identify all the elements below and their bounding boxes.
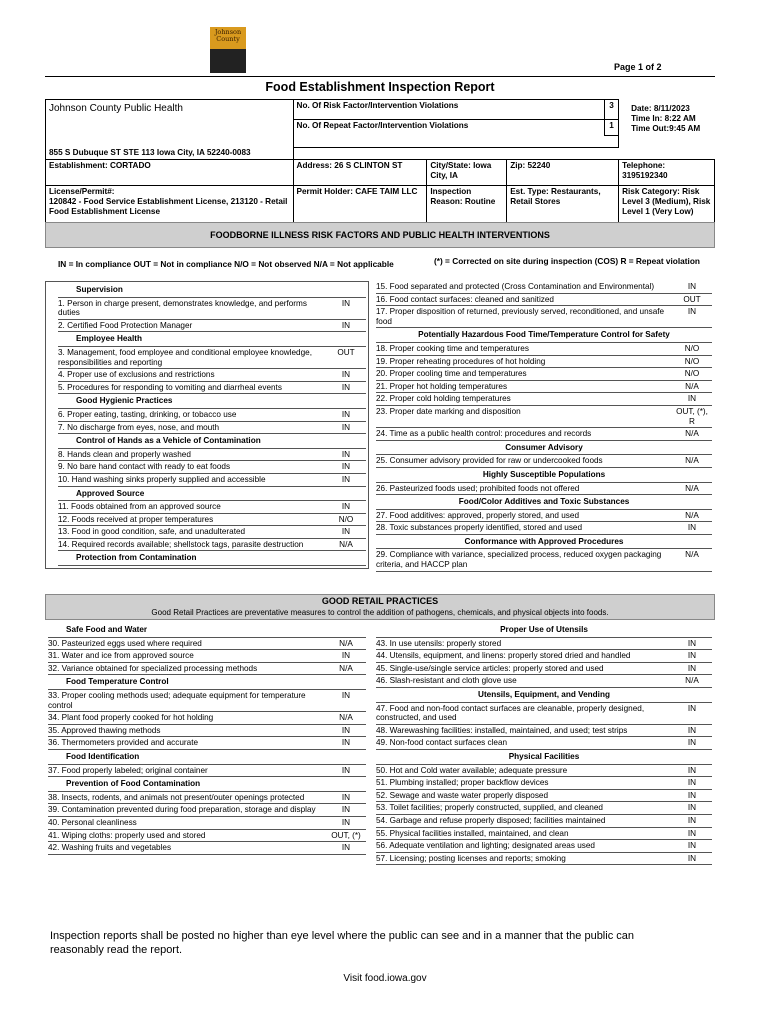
item-status: IN <box>687 853 697 863</box>
item-text: 28. Toxic substances properly identified, stored and used <box>376 523 583 533</box>
item-text: 47. Food and non-food contact surfaces are cleanable, properly designed, constructed, and used <box>376 703 645 723</box>
item-status: IN <box>687 651 697 661</box>
section-heading: Potentially Hazardous Food Time/Temperature Control for Safety <box>376 328 712 343</box>
telephone: Telephone: 3195192340 <box>619 159 715 185</box>
section-heading: Approved Source <box>58 487 366 502</box>
section-heading: Control of Hands as a Vehicle of Contamination <box>58 434 366 449</box>
item-text: 27. Food additives: approved, properly stored, and used <box>376 510 579 520</box>
item-text: 5. Procedures for responding to vomiting and diarrheal events <box>58 382 282 392</box>
item-status: N/A <box>685 483 699 493</box>
item-text: 25. Consumer advisory provided for raw or undercooked foods <box>376 456 603 466</box>
item-text: 17. Proper disposition of returned, previously served, reconditioned, and unsafe food <box>376 307 665 326</box>
item-status: IN <box>687 663 697 673</box>
inspection-item <box>58 539 366 552</box>
item-text: 56. Adequate ventilation and lighting; designated areas used <box>376 841 595 851</box>
item-status: IN <box>341 843 351 853</box>
inspection-item <box>58 422 366 435</box>
item-text: 57. Licensing; posting licenses and reports; smoking <box>376 853 566 863</box>
item-text: 23. Proper date marking and disposition <box>376 406 521 416</box>
item-status: N/A <box>685 550 699 560</box>
item-status: IN <box>341 502 351 512</box>
item-text: 18. Proper cooking time and temperatures <box>376 343 529 353</box>
item-status: IN <box>341 805 351 815</box>
inspection-item <box>48 842 366 855</box>
inspection-item <box>48 663 366 676</box>
inspection-item <box>58 461 366 474</box>
item-status: OUT <box>337 347 355 357</box>
item-text: 31. Water and ice from approved source <box>48 651 194 661</box>
zip: Zip: 52240 <box>507 159 619 185</box>
item-status: IN <box>341 370 351 380</box>
item-text: 8. Hands clean and properly washed <box>58 449 191 459</box>
item-status: IN <box>341 298 351 308</box>
cos-legend: (*) = Corrected on site during inspection (COS) R = Repeat violation <box>434 256 700 266</box>
section-heading: Highly Susceptible Populations <box>376 468 712 483</box>
inspection-item <box>58 347 366 369</box>
inspection-item <box>48 765 366 778</box>
inspection-item <box>58 474 366 487</box>
item-status: N/A <box>339 539 353 549</box>
item-text: 26. Pasteurized foods used; prohibited foods not offered <box>376 483 580 493</box>
retail-section-band <box>45 594 715 620</box>
section-heading: Employee Health <box>58 332 366 347</box>
item-status: IN <box>341 462 351 472</box>
inspection-item <box>58 514 366 527</box>
item-status: IN <box>341 320 351 330</box>
item-status: OUT, (*) <box>331 830 361 840</box>
repeat-violations-label: No. Of Repeat Factor/Intervention Violations <box>296 121 469 130</box>
item-text: 3. Management, food employee and conditional employee knowledge, responsibilities and reporting <box>58 347 312 367</box>
inspection-item <box>376 406 712 428</box>
item-status: IN <box>341 422 351 432</box>
inspection-item <box>58 526 366 539</box>
inspection-item <box>376 815 712 828</box>
inspection-item <box>376 381 712 394</box>
item-status: IN <box>341 382 351 392</box>
section-heading: Food Temperature Control <box>48 675 366 690</box>
agency-address: 855 S Dubuque ST STE 113 Iowa City, IA 52240-0083 <box>46 148 294 160</box>
item-status: IN <box>687 282 697 291</box>
risk-violations-cell <box>293 100 619 120</box>
item-status: OUT <box>683 294 701 304</box>
item-status: IN <box>687 725 697 735</box>
item-status: IN <box>341 765 351 775</box>
inspection-item <box>376 428 712 441</box>
retail-left-column <box>48 623 366 855</box>
item-text: 21. Proper hot holding temperatures <box>376 381 508 391</box>
item-text: 40. Personal cleanliness <box>48 817 137 827</box>
visit-link: Visit food.iowa.gov <box>343 973 427 984</box>
section-heading: Utensils, Equipment, and Vending <box>376 688 712 703</box>
item-text: 39. Contamination prevented during food preparation, storage and display <box>48 805 316 815</box>
inspection-item <box>376 281 712 294</box>
inspection-item <box>376 356 712 369</box>
foodborne-left-column <box>58 283 366 566</box>
report-title: Food Establishment Inspection Report <box>265 80 495 94</box>
item-status: IN <box>687 307 697 317</box>
foodborne-right-column <box>376 281 712 572</box>
inspection-item <box>376 737 712 750</box>
date-time-cell <box>619 100 715 148</box>
inspection-item <box>48 712 366 725</box>
retail-right-column <box>376 623 712 865</box>
section-heading: Food Identification <box>48 750 366 765</box>
repeat-violations-cell <box>293 120 619 148</box>
item-status: IN <box>687 841 697 851</box>
logo-text: Johnson County <box>214 28 242 43</box>
item-text: 33. Proper cooling methods used; adequate equipment for temperature control <box>48 690 306 710</box>
item-text: 32. Variance obtained for specialized processing methods <box>48 663 258 673</box>
inspection-item <box>376 306 712 328</box>
item-text: 22. Proper cold holding temperatures <box>376 394 511 404</box>
agency-name: Johnson County Public Health <box>46 100 294 148</box>
inspection-item <box>376 790 712 803</box>
item-status: N/O <box>684 369 700 379</box>
section-heading: Good Hygienic Practices <box>58 394 366 409</box>
item-text: 55. Physical facilities installed, maintained, and clean <box>376 828 569 838</box>
item-status: N/A <box>685 510 699 520</box>
inspection-item <box>48 737 366 750</box>
inspection-item <box>58 409 366 422</box>
section-heading: Supervision <box>58 283 366 298</box>
inspection-item <box>48 804 366 817</box>
inspection-item <box>48 817 366 830</box>
inspection-item <box>48 830 366 843</box>
item-status: N/A <box>685 381 699 391</box>
inspection-item <box>376 703 712 725</box>
item-text: 53. Toilet facilities; properly constructed, supplied, and cleaned <box>376 803 603 813</box>
item-text: 29. Compliance with variance, specialized process, reduced oxygen packaging criteria, and HACCP plan <box>376 550 662 570</box>
inspection-item <box>58 501 366 514</box>
item-text: 6. Proper eating, tasting, drinking, or tobacco use <box>58 409 237 419</box>
item-text: 2. Certified Food Protection Manager <box>58 320 193 330</box>
item-text: 7. No discharge from eyes, nose, and mouth <box>58 422 220 432</box>
top-rule <box>45 76 715 77</box>
item-status: IN <box>687 815 697 825</box>
inspection-item <box>376 663 712 676</box>
establishment-name: Establishment: CORTADO <box>46 159 294 185</box>
item-status: IN <box>341 738 351 748</box>
inspection-item <box>48 638 366 651</box>
item-status: N/A <box>339 713 353 723</box>
retail-section-title: GOOD RETAIL PRACTICES <box>321 596 439 606</box>
item-status: IN <box>341 474 351 484</box>
section-heading: Food/Color Additives and Toxic Substances <box>376 495 712 510</box>
inspection-item <box>376 343 712 356</box>
inspection-item <box>48 650 366 663</box>
item-status: IN <box>341 527 351 537</box>
item-status: IN <box>341 409 351 419</box>
item-text: 11. Foods obtained from an approved source <box>58 502 221 512</box>
inspection-item <box>58 298 366 320</box>
item-status: IN <box>687 828 697 838</box>
inspection-item <box>376 828 712 841</box>
status-legend: IN = In compliance OUT = Not in compliance N/O = Not observed N/A = Not applicable <box>58 259 394 269</box>
item-text: 1. Person in charge present, demonstrates knowledge, and performs duties <box>58 298 307 318</box>
inspection-item <box>376 840 712 853</box>
item-text: 20. Proper cooling time and temperatures <box>376 369 527 379</box>
item-status: IN <box>687 738 697 748</box>
item-text: 51. Plumbing installed; proper backflow devices <box>376 778 549 788</box>
item-text: 50. Hot and Cold water available; adequate pressure <box>376 765 568 775</box>
inspection-item <box>376 522 712 535</box>
item-text: 16. Food contact surfaces: cleaned and sanitized <box>376 294 554 304</box>
inspection-item <box>48 792 366 805</box>
foodborne-section-title: FOODBORNE ILLNESS RISK FACTORS AND PUBLIC HEALTH INTERVENTIONS <box>45 222 715 248</box>
section-heading: Prevention of Food Contamination <box>48 777 366 792</box>
item-text: 42. Washing fruits and vegetables <box>48 843 172 853</box>
license-value: 120842 - Food Service Establishment License, 213120 - Retail Food Establishment License <box>49 196 288 216</box>
inspection-item <box>376 393 712 406</box>
item-status: N/A <box>685 429 699 439</box>
time-in: Time In: 8:22 AM <box>631 113 696 123</box>
inspection-item <box>48 725 366 738</box>
section-heading: Consumer Advisory <box>376 441 712 456</box>
item-text: 10. Hand washing sinks properly supplied and accessible <box>58 474 266 484</box>
section-heading: Protection from Contamination <box>58 551 366 566</box>
page-number: Page 1 of 2 <box>614 62 662 72</box>
item-status: IN <box>687 803 697 813</box>
item-text: 49. Non-food contact surfaces clean <box>376 738 508 748</box>
item-text: 4. Proper use of exclusions and restrictions <box>58 370 215 380</box>
item-text: 13. Food in good condition, safe, and unadulterated <box>58 527 246 537</box>
item-status: N/O <box>684 356 700 366</box>
inspection-item <box>376 777 712 790</box>
item-status: IN <box>341 817 351 827</box>
item-status: IN <box>341 449 351 459</box>
inspection-item <box>376 294 712 307</box>
item-status: IN <box>687 394 697 404</box>
item-status: N/A <box>339 638 353 648</box>
item-status: IN <box>341 725 351 735</box>
establishment-type: Est. Type: Restaurants, Retail Stores <box>507 185 619 231</box>
item-status: IN <box>687 790 697 800</box>
item-text: 45. Single-use/single service articles: properly stored and used <box>376 663 604 673</box>
item-text: 15. Food separated and protected (Cross Contamination and Environmental) <box>376 282 655 291</box>
item-text: 37. Food properly labeled; original container <box>48 765 208 775</box>
establishment-info-table <box>45 99 715 232</box>
item-text: 19. Proper reheating procedures of hot holding <box>376 356 546 366</box>
inspection-item <box>376 638 712 651</box>
inspection-item <box>48 690 366 712</box>
item-status: IN <box>687 778 697 788</box>
item-text: 44. Utensils, equipment, and linens: properly stored dried and handled <box>376 651 631 661</box>
item-text: 34. Plant food properly cooked for hot holding <box>48 713 214 723</box>
item-status: IN <box>341 792 351 802</box>
item-text: 52. Sewage and waste water properly disposed <box>376 790 549 800</box>
risk-category: Risk Category: Risk Level 3 (Medium), Risk Level 1 (Very Low) <box>619 185 715 231</box>
item-status: IN <box>687 703 697 713</box>
permit-holder: Permit Holder: CAFE TAIM LLC <box>293 185 427 231</box>
inspection-item <box>58 449 366 462</box>
license-label: License/Permit#: <box>49 186 115 196</box>
item-status: IN <box>687 523 697 533</box>
repeat-violations-count: 1 <box>604 120 618 136</box>
risk-violations-label: No. Of Risk Factor/Intervention Violations <box>296 101 459 110</box>
inspection-item <box>376 802 712 815</box>
item-status: OUT, (*), R <box>676 406 708 426</box>
inspection-item <box>376 650 712 663</box>
inspection-item <box>58 320 366 333</box>
johnson-county-logo <box>210 27 246 73</box>
inspection-date: Date: 8/11/2023 <box>631 103 690 113</box>
address: Address: 26 S CLINTON ST <box>293 159 427 185</box>
item-status: N/O <box>338 514 354 524</box>
item-status: N/O <box>684 343 700 353</box>
inspection-item <box>58 382 366 395</box>
item-text: 9. No bare hand contact with ready to eat foods <box>58 462 231 472</box>
inspection-item <box>376 549 712 571</box>
item-status: IN <box>687 638 697 648</box>
item-text: 54. Garbage and refuse properly disposed; facilities maintained <box>376 815 606 825</box>
inspection-item <box>376 455 712 468</box>
item-text: 14. Required records available; shellstock tags, parasite destruction <box>58 539 304 549</box>
posting-notice: Inspection reports shall be posted no higher than eye level where the public can see and in a manner that the public can reasonably read the report. <box>50 930 634 956</box>
section-heading: Safe Food and Water <box>48 623 366 638</box>
section-heading: Conformance with Approved Procedures <box>376 535 712 550</box>
item-text: 46. Slash-resistant and cloth glove use <box>376 676 517 686</box>
item-status: N/A <box>685 456 699 466</box>
section-heading: Proper Use of Utensils <box>376 623 712 638</box>
item-text: 48. Warewashing facilities: installed, maintained, and used; test strips <box>376 725 628 735</box>
inspection-item <box>376 725 712 738</box>
inspection-item <box>376 765 712 778</box>
inspection-item <box>58 369 366 382</box>
risk-violations-count: 3 <box>604 100 618 119</box>
time-out: Time Out:9:45 AM <box>631 123 701 133</box>
item-text: 38. Insects, rodents, and animals not present/outer openings protected <box>48 792 305 802</box>
city-state: City/State: Iowa City, IA <box>427 159 507 185</box>
inspection-item <box>376 483 712 496</box>
inspection-item <box>376 510 712 523</box>
item-status: N/A <box>339 663 353 673</box>
item-text: 43. In use utensils: properly stored <box>376 638 502 648</box>
item-text: 41. Wiping cloths: properly used and stored <box>48 830 206 840</box>
retail-section-subtitle: Good Retail Practices are preventative measures to control the addition of pathogens, chemicals, and physical objects into foods. <box>151 608 609 617</box>
item-text: 12. Foods received at proper temperatures <box>58 514 214 524</box>
item-status: N/A <box>685 676 699 686</box>
item-status: IN <box>687 765 697 775</box>
item-status: IN <box>341 651 351 661</box>
item-text: 35. Approved thawing methods <box>48 725 161 735</box>
inspection-item <box>376 368 712 381</box>
inspection-reason: Inspection Reason: Routine <box>427 185 507 231</box>
item-status: IN <box>341 690 351 700</box>
item-text: 36. Thermometers provided and accurate <box>48 738 199 748</box>
inspection-item <box>376 853 712 866</box>
inspection-item <box>376 675 712 688</box>
item-text: 30. Pasteurized eggs used where required <box>48 638 202 648</box>
item-text: 24. Time as a public health control: procedures and records <box>376 429 592 439</box>
section-heading: Physical Facilities <box>376 750 712 765</box>
